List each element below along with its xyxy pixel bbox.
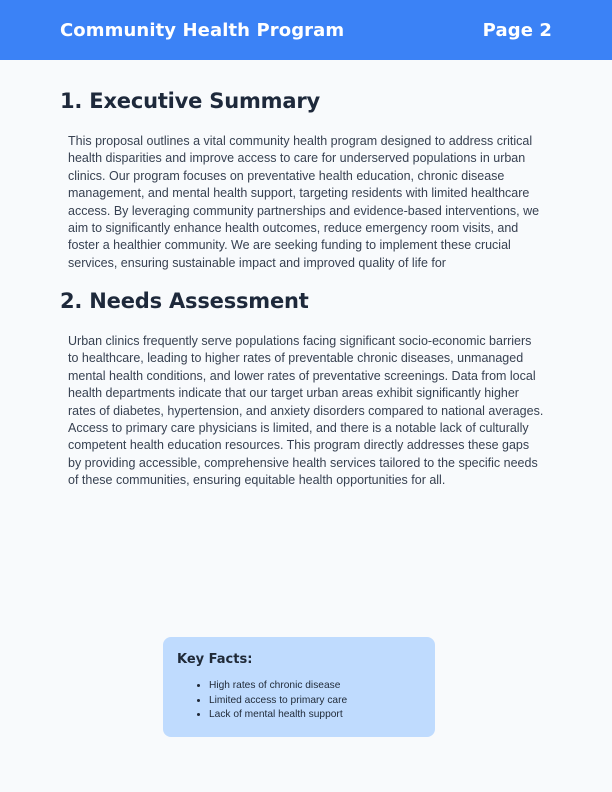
- page-header: [0, 0, 612, 60]
- key-facts-list: [177, 679, 421, 723]
- document-title: Community Health Program: [60, 19, 345, 41]
- section-heading-needs-assessment: 2. Needs Assessment: [60, 289, 309, 313]
- key-facts-callout: [163, 637, 435, 737]
- page-number: Page 2: [482, 19, 552, 41]
- key-facts-title: Key Facts:: [177, 652, 253, 667]
- key-fact-item: • High rates of chronic disease: [209, 679, 421, 694]
- section-body-needs-assessment: Urban clinics frequently serve populations facing significant socio-economic barriers to healthcare, leading to higher rates of preventable chronic diseases, unmanaged mental health conditions, and lower rates of preventative screenings. Data from local health departments indicate that our target urban areas exhibit significantly higher rates of diabetes, hypertension, and anxiety disorders compared to national averages. Access to primary care physicians is limited, and there is a notable lack of culturally competent health education resources. This program directly addresses these gaps by providing accessible, comprehensive health services tailored to the specific needs of these communities, ensuring equitable health opportunities for all.: [68, 334, 544, 488]
- key-fact-item: • Lack of mental health support: [209, 708, 421, 723]
- key-fact-item: • Limited access to primary care: [209, 694, 421, 709]
- section-heading-executive-summary: 1. Executive Summary: [60, 89, 320, 113]
- section-body-executive-summary: This proposal outlines a vital community health program designed to address critical health disparities and improve access to care for underserved populations in urban clinics. Our program focuses on preventative health education, chronic disease management, and mental health support, targeting residents with limited healthcare access. By leveraging community partnerships and evidence-based interventions, we aim to significantly enhance health outcomes, reduce emergency room visits, and foster a healthier community. We are seeking funding to implement these crucial services, ensuring sustainable impact and improved quality of life for: [68, 134, 540, 270]
